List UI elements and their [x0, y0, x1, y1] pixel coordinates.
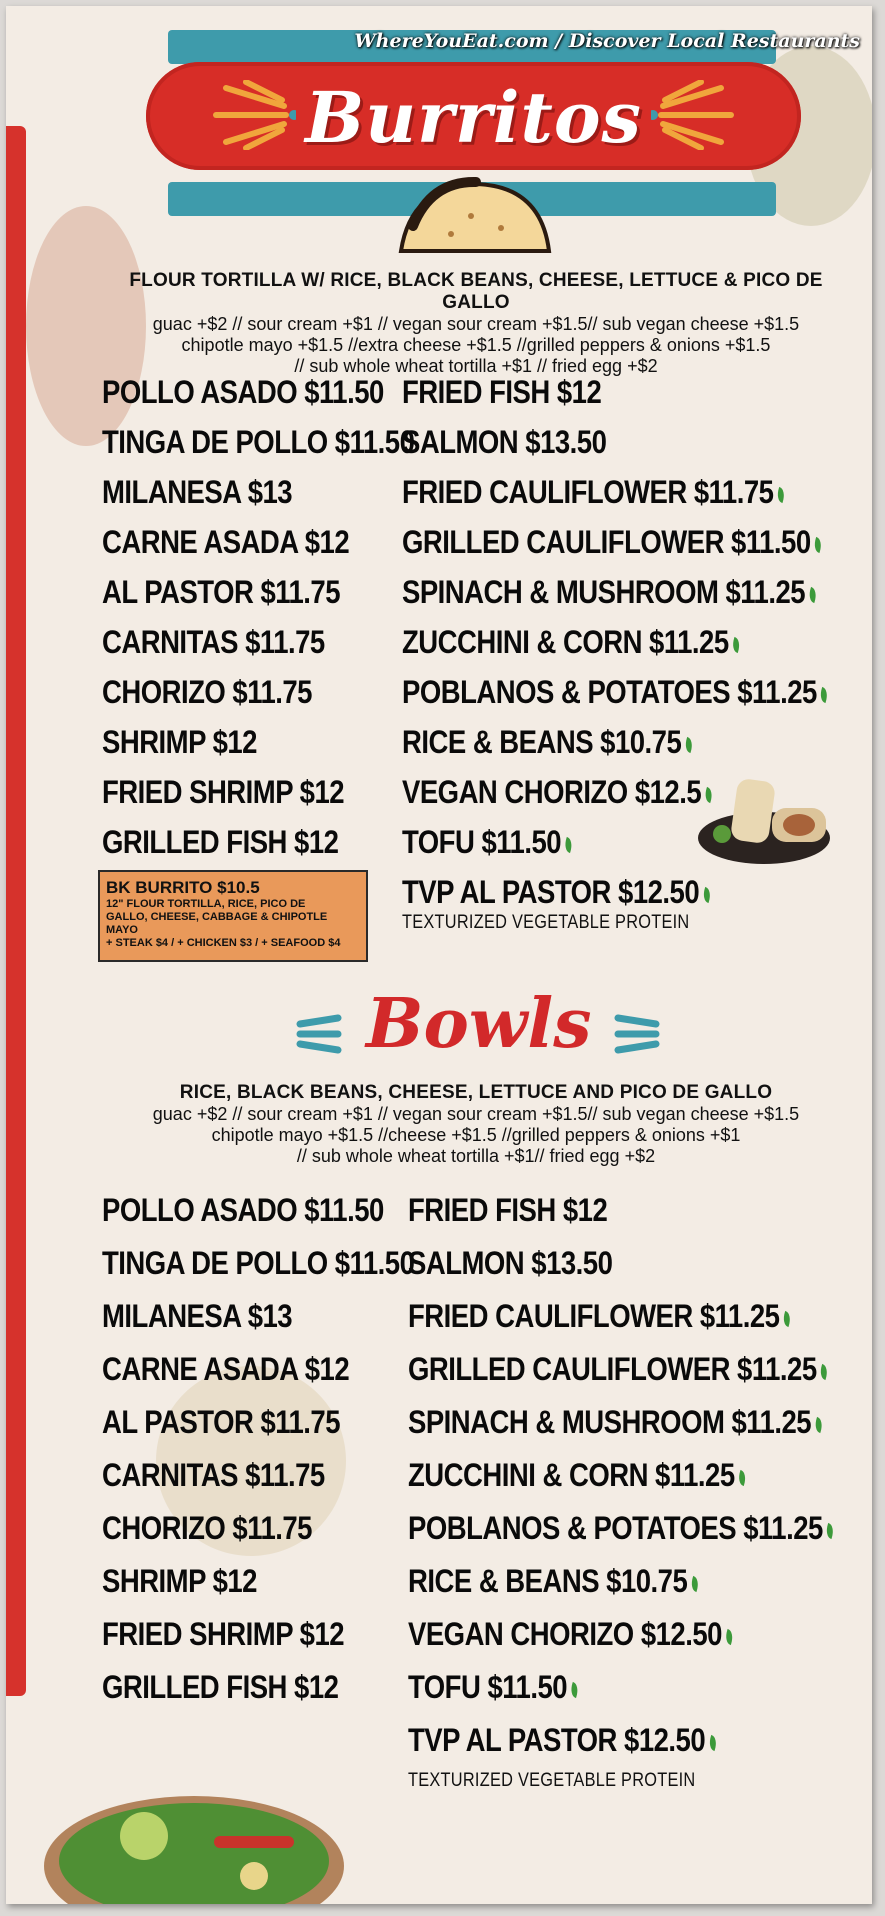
menu-item: [102, 1245, 414, 1282]
menu-item-label: SPINACH & MUSHROOM $11.25: [402, 574, 806, 610]
menu-item: [102, 1616, 344, 1653]
bk-burrito-title: BK BURRITO $10.5: [106, 878, 260, 897]
vegan-leaf-icon: [730, 636, 741, 652]
bowls-tvp-note: TEXTURIZED VEGETABLE PROTEIN: [408, 1770, 696, 1791]
chevron-left-icon: [294, 1014, 342, 1054]
menu-item: [102, 1404, 340, 1441]
menu-item: [102, 1563, 257, 1600]
menu-item-label: VEGAN CHORIZO $12.5: [402, 774, 702, 810]
menu-item-label: POBLANOS & POTATOES $11.25: [408, 1510, 823, 1546]
menu-item: [102, 1192, 384, 1229]
vegan-leaf-icon: [818, 686, 829, 702]
menu-item: [102, 474, 292, 511]
bowls-extras-1: guac +$2 // sour cream +$1 // vegan sour cream +$1.5// sub vegan cheese +$1.5: [152, 1104, 800, 1124]
menu-item: [408, 1510, 834, 1547]
menu-item: [408, 1457, 746, 1494]
bowls-extras-2: chipotle mayo +$1.5 //cheese +$1.5 //grilled peppers & onions +$1: [211, 1125, 741, 1145]
bowls-base: RICE, BLACK BEANS, CHEESE, LETTUCE AND PICO DE GALLO: [179, 1082, 773, 1103]
menu-item: [402, 774, 712, 811]
salad-bowl-image: [44, 1766, 354, 1904]
menu-item: [102, 674, 312, 711]
menu-item: [402, 624, 740, 661]
menu-page: [6, 6, 872, 1904]
vegan-leaf-icon: [813, 1416, 824, 1432]
menu-item-label: FRIED SHRIMP $12: [102, 774, 345, 810]
vegan-leaf-icon: [683, 736, 694, 752]
menu-item-label: MILANESA $13: [102, 1298, 293, 1334]
menu-item-label: SALMON $13.50: [402, 424, 607, 460]
menu-item-label: TINGA DE POLLO $11.50: [102, 424, 415, 460]
menu-item: [102, 724, 257, 761]
menu-item-label: CARNITAS $11.75: [102, 1457, 325, 1493]
vegan-leaf-icon: [807, 586, 818, 602]
menu-item-label: CARNE ASADA $12: [102, 1351, 350, 1387]
bowls-extras-3: // sub whole wheat tortilla +$1// fried egg +$2: [296, 1146, 656, 1166]
menu-item-label: POLLO ASADO $11.50: [102, 374, 384, 410]
menu-item: [102, 574, 340, 611]
menu-item-label: POLLO ASADO $11.50: [102, 1192, 384, 1228]
menu-item-label: GRILLED CAULIFLOWER $11.25: [408, 1351, 817, 1387]
vegan-leaf-icon: [689, 1575, 700, 1591]
bk-burrito-box: [98, 870, 368, 962]
menu-item-label: AL PASTOR $11.75: [102, 574, 341, 610]
menu-item-label: POBLANOS & POTATOES $11.25: [402, 674, 817, 710]
bowls-title: Bowls: [366, 984, 592, 1064]
burritos-title: Burritos: [305, 76, 642, 159]
menu-item: [402, 524, 822, 561]
menu-item: [102, 624, 325, 661]
menu-item-label: TOFU $11.50: [402, 824, 562, 860]
menu-item: [402, 674, 828, 711]
menu-item: [402, 474, 785, 511]
menu-item: [102, 424, 414, 461]
bk-burrito-desc-2: GALLO, CHEESE, CABBAGE & CHIPOTLE MAYO: [106, 911, 328, 936]
menu-item: [408, 1245, 612, 1282]
taco-icon: [391, 176, 556, 261]
menu-item: [408, 1404, 822, 1441]
menu-item-label: CHORIZO $11.75: [102, 1510, 312, 1546]
menu-item-label: FRIED CAULIFLOWER $11.75: [402, 474, 774, 510]
menu-item-label: SHRIMP $12: [102, 1563, 257, 1599]
menu-item-label: TINGA DE POLLO $11.50: [102, 1245, 415, 1281]
menu-item-label: CHORIZO $11.75: [102, 674, 312, 710]
menu-item-label: TOFU $11.50: [408, 1669, 568, 1705]
menu-item: [102, 774, 344, 811]
burritos-tvp-note: TEXTURIZED VEGETABLE PROTEIN: [402, 912, 690, 933]
menu-item-label: SALMON $13.50: [408, 1245, 613, 1281]
menu-item: [402, 374, 601, 411]
menu-item: [402, 424, 606, 461]
menu-item: [102, 1351, 349, 1388]
menu-item: [408, 1616, 733, 1653]
menu-item: [102, 1510, 312, 1547]
menu-item: [102, 1669, 338, 1706]
menu-item-label: SHRIMP $12: [102, 724, 257, 760]
menu-item: [408, 1351, 828, 1388]
menu-item: [408, 1669, 578, 1706]
vegan-leaf-icon: [707, 1734, 718, 1750]
menu-item: [102, 1457, 325, 1494]
watermark: WhereYouEat.com / Discover Local Restaurants: [354, 30, 860, 52]
menu-item-label: VEGAN CHORIZO $12.50: [408, 1616, 722, 1652]
menu-item: [102, 824, 338, 861]
bowls-description: [106, 1082, 846, 1167]
vegan-leaf-icon: [701, 886, 712, 902]
burritos-extras-1: guac +$2 // sour cream +$1 // vegan sour cream +$1.5// sub vegan cheese +$1.5: [152, 314, 800, 334]
menu-item-label: AL PASTOR $11.75: [102, 1404, 341, 1440]
vegan-leaf-icon: [818, 1363, 829, 1379]
menu-item: [102, 524, 349, 561]
menu-item-label: RICE & BEANS $10.75: [408, 1563, 688, 1599]
burritos-description: [106, 270, 846, 377]
vegan-leaf-icon: [563, 836, 574, 852]
menu-item: [408, 1722, 716, 1759]
bk-burrito-desc-1: 12" FLOUR TORTILLA, RICE, PICO DE: [106, 898, 306, 910]
burrito-plate-image: [694, 768, 834, 868]
menu-item: [402, 824, 572, 861]
chevron-right-icon: [614, 1014, 662, 1054]
menu-item: [102, 1298, 292, 1335]
menu-item: [102, 374, 384, 411]
menu-item-label: GRILLED FISH $12: [102, 824, 339, 860]
menu-item: [408, 1192, 607, 1229]
menu-item: [408, 1563, 698, 1600]
vegan-leaf-icon: [812, 536, 823, 552]
menu-item-label: FRIED FISH $12: [402, 374, 602, 410]
vegan-leaf-icon: [724, 1628, 735, 1644]
menu-item: [402, 574, 816, 611]
vegan-leaf-icon: [775, 486, 786, 502]
menu-item: [402, 724, 692, 761]
vegan-leaf-icon: [781, 1310, 792, 1326]
menu-item-label: FRIED FISH $12: [408, 1192, 608, 1228]
burritos-base: FLOUR TORTILLA W/ RICE, BLACK BEANS, CHEESE, LETTUCE & PICO DE GALLO: [129, 270, 823, 313]
vegan-leaf-icon: [824, 1522, 835, 1538]
menu-item-label: CARNITAS $11.75: [102, 624, 325, 660]
menu-item-label: GRILLED FISH $12: [102, 1669, 339, 1705]
menu-item-label: TVP AL PASTOR $12.50: [402, 874, 700, 910]
menu-item-label: SPINACH & MUSHROOM $11.25: [408, 1404, 812, 1440]
red-side-strip: [6, 126, 26, 1696]
menu-item-label: FRIED SHRIMP $12: [102, 1616, 345, 1652]
menu-item-label: MILANESA $13: [102, 474, 293, 510]
menu-item-label: TVP AL PASTOR $12.50: [408, 1722, 706, 1758]
menu-item-label: FRIED CAULIFLOWER $11.25: [408, 1298, 780, 1334]
menu-item-label: RICE & BEANS $10.75: [402, 724, 682, 760]
bk-burrito-desc-3: + STEAK $4 / + CHICKEN $3 / + SEAFOOD $4: [106, 937, 341, 949]
burritos-extras-3: // sub whole wheat tortilla +$1 // fried egg +$2: [294, 356, 658, 376]
burritos-extras-2: chipotle mayo +$1.5 //extra cheese +$1.5 //grilled peppers & onions +$1.5: [181, 335, 771, 355]
menu-item-label: ZUCCHINI & CORN $11.25: [402, 624, 729, 660]
menu-item-label: GRILLED CAULIFLOWER $11.50: [402, 524, 811, 560]
menu-item-label: ZUCCHINI & CORN $11.25: [408, 1457, 735, 1493]
menu-item-label: CARNE ASADA $12: [102, 524, 350, 560]
vegan-leaf-icon: [736, 1469, 747, 1485]
vegan-leaf-icon: [569, 1681, 580, 1697]
menu-item: [408, 1298, 791, 1335]
burritos-banner: [146, 62, 801, 170]
menu-item: [402, 874, 710, 911]
